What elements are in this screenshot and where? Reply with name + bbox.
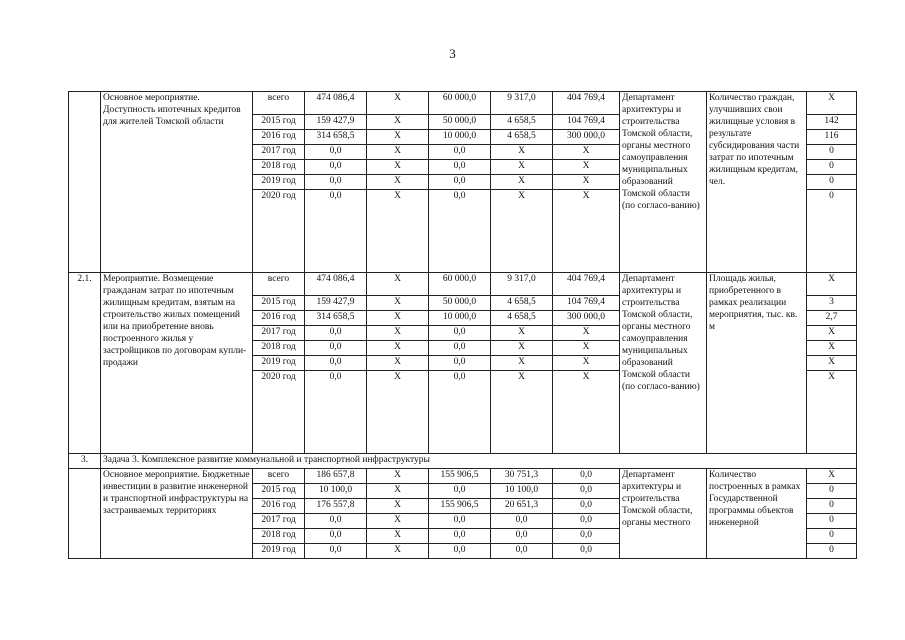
- row-number-cell: 2.1.: [69, 273, 101, 454]
- year-cell: 2016 год: [253, 130, 305, 145]
- extrabudgetary-cell: 0,0: [553, 544, 620, 559]
- indicator-value-cell: 142: [807, 115, 857, 130]
- indicator-value-cell: 2,7: [807, 311, 857, 326]
- indicator-value-cell: 3: [807, 296, 857, 311]
- indicator-name-cell: Количество граждан, улучшивших свои жилищные условия в результате субсидирования части затрат по ипотечным жилищным кредитам, чел.: [707, 92, 807, 273]
- table-row: [69, 469, 857, 484]
- local-budget-cell: 0,0: [491, 529, 553, 544]
- local-budget-cell: 4 658,5: [491, 311, 553, 326]
- regional-budget-cell: 0,0: [429, 326, 491, 341]
- regional-budget-cell: 0,0: [429, 341, 491, 356]
- task-row: [69, 454, 857, 469]
- federal-budget-cell: X: [367, 311, 429, 326]
- year-cell: 2017 год: [253, 326, 305, 341]
- year-cell: 2019 год: [253, 175, 305, 190]
- federal-budget-cell: X: [367, 92, 429, 115]
- regional-budget-cell: 0,0: [429, 160, 491, 175]
- indicator-value-cell: X: [807, 371, 857, 454]
- extrabudgetary-cell: 404 769,4: [553, 92, 620, 115]
- year-cell: 2018 год: [253, 160, 305, 175]
- total-cell: 314 658,5: [305, 311, 367, 326]
- local-budget-cell: 4 658,5: [491, 130, 553, 145]
- total-cell: 0,0: [305, 341, 367, 356]
- local-budget-cell: X: [491, 190, 553, 273]
- extrabudgetary-cell: 0,0: [553, 529, 620, 544]
- federal-budget-cell: X: [367, 499, 429, 514]
- extrabudgetary-cell: X: [553, 190, 620, 273]
- table-body: [69, 92, 857, 559]
- year-cell: всего: [253, 469, 305, 484]
- program-table: [68, 91, 857, 559]
- executor-cell: Департамент архитектуры и строительства Томской области, органы местного самоуправления муниципальных образований Томской области (по согласо-ванию): [620, 92, 707, 273]
- year-cell: 2019 год: [253, 356, 305, 371]
- local-budget-cell: X: [491, 175, 553, 190]
- indicator-value-cell: X: [807, 356, 857, 371]
- regional-budget-cell: 0,0: [429, 484, 491, 499]
- indicator-value-cell: 116: [807, 130, 857, 145]
- extrabudgetary-cell: 0,0: [553, 484, 620, 499]
- extrabudgetary-cell: 300 000,0: [553, 311, 620, 326]
- federal-budget-cell: X: [367, 544, 429, 559]
- executor-cell: Департамент архитектуры и строительства Томской области, органы местного самоуправления муниципальных образований Томской области (по согласо-ванию): [620, 273, 707, 454]
- federal-budget-cell: X: [367, 529, 429, 544]
- local-budget-cell: 4 658,5: [491, 296, 553, 311]
- extrabudgetary-cell: 0,0: [553, 469, 620, 484]
- federal-budget-cell: X: [367, 469, 429, 484]
- total-cell: 0,0: [305, 544, 367, 559]
- year-cell: 2019 год: [253, 544, 305, 559]
- extrabudgetary-cell: 104 769,4: [553, 115, 620, 130]
- task-number-cell: 3.: [69, 454, 101, 469]
- regional-budget-cell: 0,0: [429, 544, 491, 559]
- indicator-value-cell: 0: [807, 499, 857, 514]
- indicator-value-cell: X: [807, 469, 857, 484]
- total-cell: 0,0: [305, 190, 367, 273]
- local-budget-cell: 0,0: [491, 514, 553, 529]
- total-cell: 0,0: [305, 326, 367, 341]
- year-cell: 2018 год: [253, 529, 305, 544]
- year-cell: всего: [253, 273, 305, 296]
- federal-budget-cell: X: [367, 356, 429, 371]
- total-cell: 474 086,4: [305, 92, 367, 115]
- extrabudgetary-cell: X: [553, 356, 620, 371]
- total-cell: 176 557,8: [305, 499, 367, 514]
- row-number-cell: [69, 469, 101, 559]
- extrabudgetary-cell: 404 769,4: [553, 273, 620, 296]
- federal-budget-cell: X: [367, 175, 429, 190]
- regional-budget-cell: 0,0: [429, 190, 491, 273]
- regional-budget-cell: 0,0: [429, 145, 491, 160]
- year-cell: 2015 год: [253, 115, 305, 130]
- local-budget-cell: 9 317,0: [491, 92, 553, 115]
- local-budget-cell: X: [491, 160, 553, 175]
- regional-budget-cell: 155 906,5: [429, 469, 491, 484]
- indicator-name-cell: Площадь жилья, приобретенного в рамках реализации мероприятия, тыс. кв. м: [707, 273, 807, 454]
- federal-budget-cell: X: [367, 273, 429, 296]
- federal-budget-cell: X: [367, 484, 429, 499]
- total-cell: 0,0: [305, 514, 367, 529]
- local-budget-cell: X: [491, 326, 553, 341]
- extrabudgetary-cell: 0,0: [553, 514, 620, 529]
- federal-budget-cell: X: [367, 296, 429, 311]
- regional-budget-cell: 0,0: [429, 175, 491, 190]
- extrabudgetary-cell: 300 000,0: [553, 130, 620, 145]
- total-cell: 314 658,5: [305, 130, 367, 145]
- federal-budget-cell: X: [367, 371, 429, 454]
- total-cell: 0,0: [305, 160, 367, 175]
- regional-budget-cell: 50 000,0: [429, 296, 491, 311]
- total-cell: 159 427,9: [305, 115, 367, 130]
- regional-budget-cell: 50 000,0: [429, 115, 491, 130]
- extrabudgetary-cell: 104 769,4: [553, 296, 620, 311]
- local-budget-cell: 4 658,5: [491, 115, 553, 130]
- extrabudgetary-cell: X: [553, 326, 620, 341]
- extrabudgetary-cell: X: [553, 371, 620, 454]
- page-number: 3: [449, 46, 456, 61]
- extrabudgetary-cell: X: [553, 341, 620, 356]
- regional-budget-cell: 0,0: [429, 514, 491, 529]
- executor-cell: Департамент архитектуры и строительства Томской области, органы местного: [620, 469, 707, 559]
- federal-budget-cell: X: [367, 145, 429, 160]
- table-row: [69, 92, 857, 115]
- year-cell: 2015 год: [253, 296, 305, 311]
- extrabudgetary-cell: X: [553, 175, 620, 190]
- indicator-value-cell: 0: [807, 175, 857, 190]
- federal-budget-cell: X: [367, 326, 429, 341]
- extrabudgetary-cell: X: [553, 160, 620, 175]
- year-cell: 2020 год: [253, 371, 305, 454]
- local-budget-cell: X: [491, 145, 553, 160]
- local-budget-cell: 9 317,0: [491, 273, 553, 296]
- local-budget-cell: 30 751,3: [491, 469, 553, 484]
- indicator-name-cell: Количество построенных в рамках Государственной программы объектов инженерной: [707, 469, 807, 559]
- local-budget-cell: 20 651,3: [491, 499, 553, 514]
- regional-budget-cell: 155 906,5: [429, 499, 491, 514]
- year-cell: 2020 год: [253, 190, 305, 273]
- federal-budget-cell: X: [367, 341, 429, 356]
- extrabudgetary-cell: 0,0: [553, 499, 620, 514]
- total-cell: 0,0: [305, 175, 367, 190]
- total-cell: 0,0: [305, 145, 367, 160]
- regional-budget-cell: 0,0: [429, 356, 491, 371]
- year-cell: 2017 год: [253, 514, 305, 529]
- total-cell: 474 086,4: [305, 273, 367, 296]
- year-cell: 2016 год: [253, 311, 305, 326]
- regional-budget-cell: 60 000,0: [429, 92, 491, 115]
- local-budget-cell: X: [491, 356, 553, 371]
- regional-budget-cell: 10 000,0: [429, 130, 491, 145]
- indicator-value-cell: X: [807, 273, 857, 296]
- indicator-value-cell: 0: [807, 190, 857, 273]
- task-title-cell: Задача 3. Комплексное развитие коммунальной и транспортной инфраструктуры: [101, 454, 857, 469]
- total-cell: 0,0: [305, 356, 367, 371]
- row-number-cell: [69, 92, 101, 273]
- federal-budget-cell: X: [367, 130, 429, 145]
- local-budget-cell: X: [491, 341, 553, 356]
- total-cell: 0,0: [305, 529, 367, 544]
- activity-name-cell: Мероприятие. Возмещение гражданам затрат по ипотечным жилищным кредитам, взятым на строительство жилых помещений или на приобретение вновь построенного жилья у застройщиков по договорам купли-продажи: [101, 273, 253, 454]
- total-cell: 0,0: [305, 371, 367, 454]
- year-cell: 2017 год: [253, 145, 305, 160]
- indicator-value-cell: X: [807, 92, 857, 115]
- extrabudgetary-cell: X: [553, 145, 620, 160]
- regional-budget-cell: 60 000,0: [429, 273, 491, 296]
- federal-budget-cell: X: [367, 160, 429, 175]
- indicator-value-cell: 0: [807, 529, 857, 544]
- indicator-value-cell: 0: [807, 514, 857, 529]
- regional-budget-cell: 0,0: [429, 371, 491, 454]
- federal-budget-cell: X: [367, 115, 429, 130]
- total-cell: 159 427,9: [305, 296, 367, 311]
- indicator-value-cell: 0: [807, 484, 857, 499]
- total-cell: 186 657,8: [305, 469, 367, 484]
- year-cell: 2016 год: [253, 499, 305, 514]
- federal-budget-cell: X: [367, 514, 429, 529]
- indicator-value-cell: X: [807, 341, 857, 356]
- federal-budget-cell: X: [367, 190, 429, 273]
- total-cell: 10 100,0: [305, 484, 367, 499]
- local-budget-cell: X: [491, 371, 553, 454]
- table-row: [69, 273, 857, 296]
- year-cell: всего: [253, 92, 305, 115]
- year-cell: 2018 год: [253, 341, 305, 356]
- activity-name-cell: Основное мероприятие. Доступность ипотечных кредитов для жителей Томской области: [101, 92, 253, 273]
- regional-budget-cell: 0,0: [429, 529, 491, 544]
- indicator-value-cell: 0: [807, 145, 857, 160]
- local-budget-cell: 10 100,0: [491, 484, 553, 499]
- indicator-value-cell: X: [807, 326, 857, 341]
- indicator-value-cell: 0: [807, 160, 857, 175]
- year-cell: 2015 год: [253, 484, 305, 499]
- local-budget-cell: 0,0: [491, 544, 553, 559]
- regional-budget-cell: 10 000,0: [429, 311, 491, 326]
- activity-name-cell: Основное мероприятие. Бюджетные инвестиции в развитие инженерной и транспортной инфраструктуры на застраиваемых территориях: [101, 469, 253, 559]
- indicator-value-cell: 0: [807, 544, 857, 559]
